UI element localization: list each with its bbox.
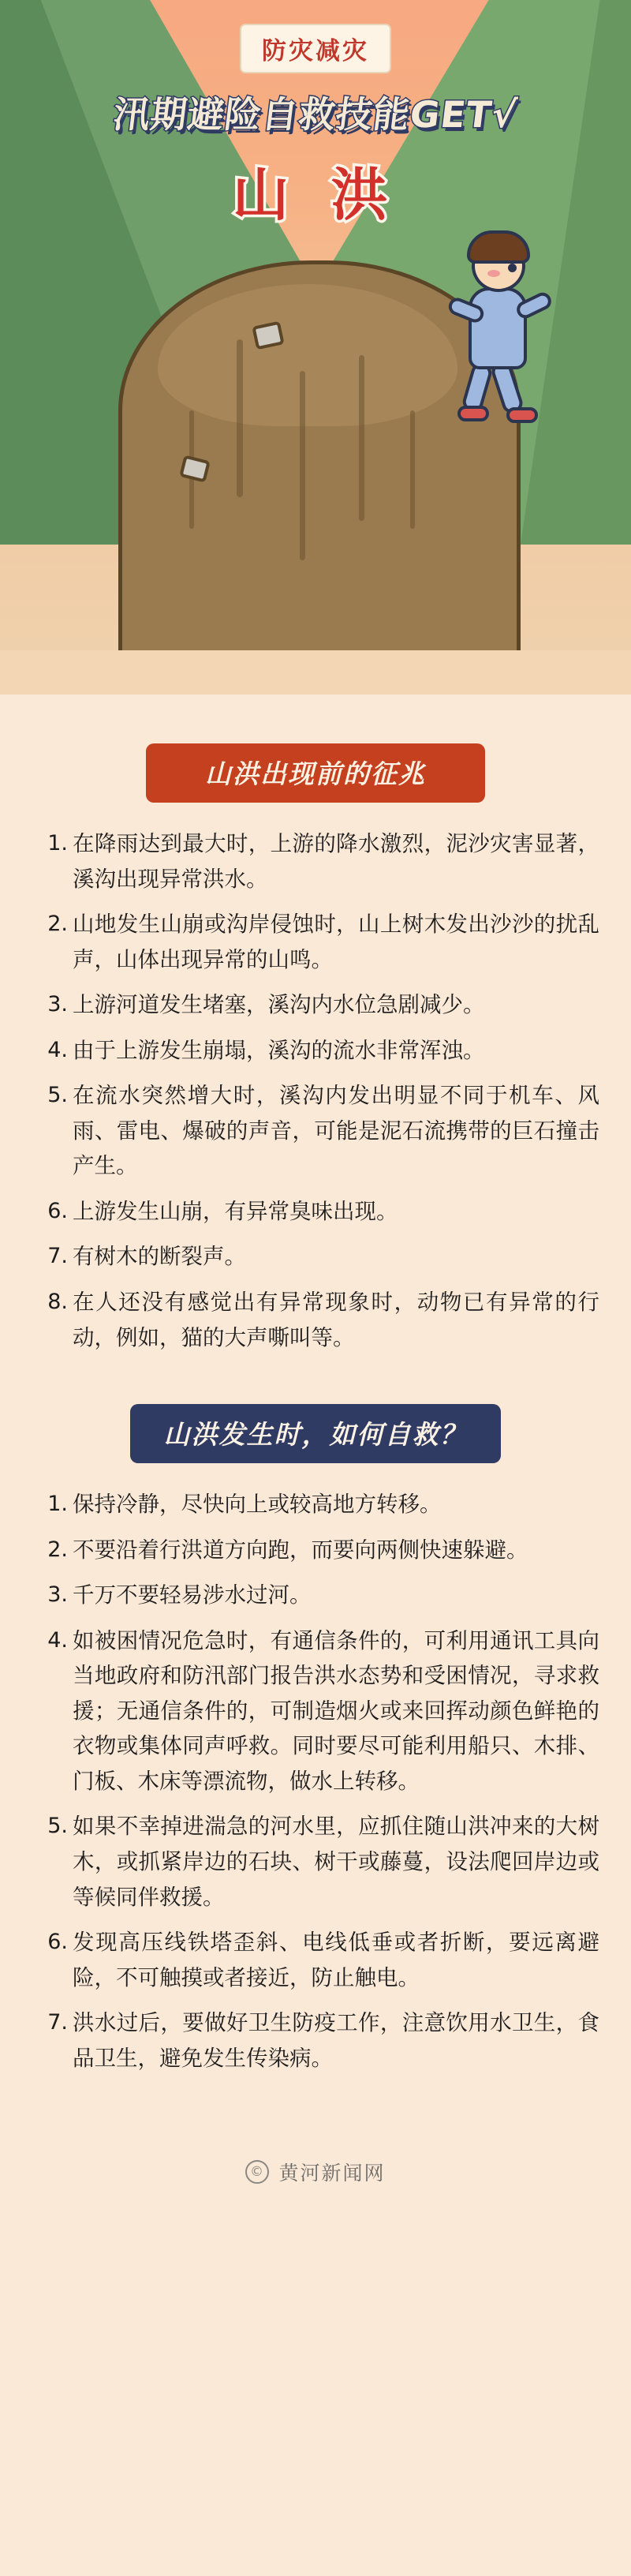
signs-list xyxy=(27,826,604,1355)
list-item: 发现高压线铁塔歪斜、电线低垂或者折断，要远离避险，不可触摸或者接近，防止触电。 xyxy=(73,1930,599,1990)
list-item: 洪水过后，要做好卫生防疫工作，注意饮用水卫生，食品卫生，避免发生传染病。 xyxy=(73,2010,599,2071)
list-item: 山地发生山崩或沟岸侵蚀时，山上树木发出沙沙的扰乱声，山体出现异常的山鸣。 xyxy=(73,912,599,972)
list-item: 在流水突然增大时，溪沟内发出明显不同于机车、风雨、雷电、爆破的声音，可能是泥石流携带的巨石撞击产生。 xyxy=(73,1083,599,1179)
hero-ground xyxy=(0,650,631,695)
page-title: 山 洪 xyxy=(232,162,399,228)
list-item: 在人还没有感觉出有异常现象时，动物已有异常的行动，例如，猫的大声嘶叫等。 xyxy=(73,1290,599,1350)
hero-illustration xyxy=(0,0,631,695)
list-item: 上游发生山崩，有异常臭味出现。 xyxy=(73,1198,398,1224)
footer xyxy=(27,2121,604,2222)
content-body xyxy=(0,743,631,2222)
mud-crack xyxy=(410,410,415,529)
hero-headline: 汛期避险自救技能GET√ xyxy=(110,93,520,136)
section-heading-rescue: 山洪发生时，如何自救？ xyxy=(130,1404,501,1463)
hero-title-block xyxy=(0,24,631,231)
running-boy-icon xyxy=(440,229,566,434)
section-heading-signs: 山洪出现前的征兆 xyxy=(146,743,485,803)
list-item: 上游河道发生堵塞，溪沟内水位急剧减少。 xyxy=(73,992,485,1018)
list-item: 不要沿着行洪道方向跑，而要向两侧快速躲避。 xyxy=(73,1537,528,1563)
list-item: 由于上游发生崩塌，溪沟的流水非常浑浊。 xyxy=(73,1037,485,1063)
list-item: 如果不幸掉进湍急的河水里，应抓住随山洪冲来的大树木，或抓紧岸边的石块、树干或藤蔓，设法爬回岸边或等候同伴救援。 xyxy=(73,1814,599,1910)
mud-crack xyxy=(359,355,364,521)
copyright-icon: © xyxy=(245,2160,269,2184)
list-item: 有树木的断裂声。 xyxy=(73,1244,246,1270)
list-item: 如被困情况危急时，有通信条件的，可利用通讯工具向当地政府和防汛部门报告洪水态势和受困情况，寻求救援；无通信条件的，可制造烟火或来回挥动颜色鲜艳的衣物或集体同声呼救。同时要尽可能利用船只、木排、门板、木床等漂流物，做水上转移。 xyxy=(73,1627,599,1794)
list-item: 在降雨达到最大时，上游的降水激烈，泥沙灾害显著，溪沟出现异常洪水。 xyxy=(73,831,599,892)
mud-crack xyxy=(237,339,243,497)
list-item: 保持冷静，尽快向上或较高地方转移。 xyxy=(73,1492,442,1518)
mud-crack xyxy=(300,371,305,560)
hero-badge: 防灾减灾 xyxy=(240,24,391,73)
rescue-list xyxy=(27,1487,604,2076)
list-item: 千万不要轻易涉水过河。 xyxy=(73,1582,312,1608)
footer-source-label: 黄河新闻网 xyxy=(278,2162,386,2185)
